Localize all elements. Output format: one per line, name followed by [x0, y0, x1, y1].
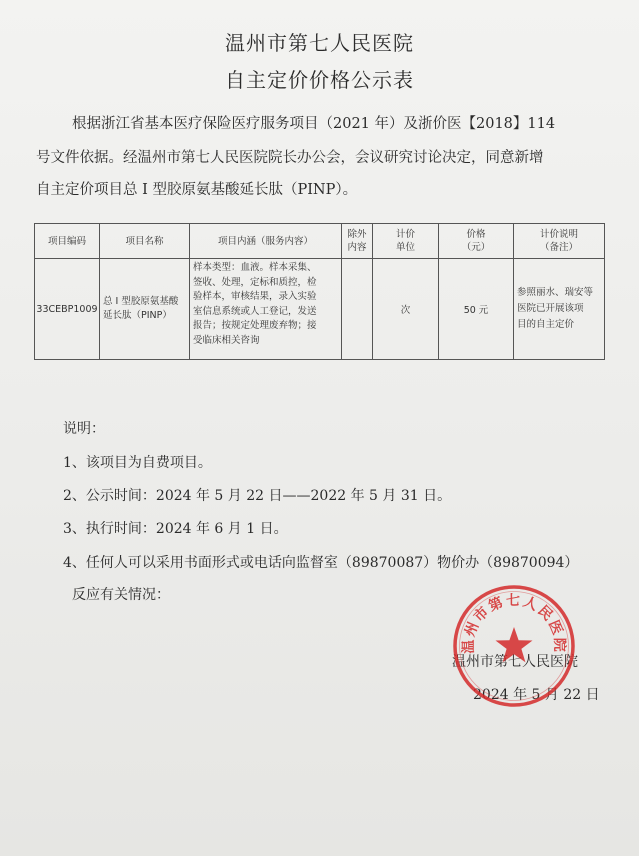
header-unit-line1: 计价: [395, 229, 415, 240]
document-subtitle: 自主定价价格公示表: [225, 68, 414, 92]
header-exclusion-line1: 除外: [347, 229, 367, 240]
content-line: 室信息系统或人工登记，发送: [193, 305, 317, 317]
header-unit-line2: 单位: [395, 242, 415, 253]
note-item-2: 2、公示时间：2024 年 5 月 22 日——2022 年 5 月 31 日。: [63, 488, 452, 504]
table-row: [35, 259, 605, 360]
note-item-4: 4、任何人可以采用书面形式或电话向监督室（89870087）物价办（89870094）: [63, 555, 579, 571]
cell-code: 33CEBP1009: [35, 259, 100, 360]
remark-line: 目的自主定价: [517, 319, 575, 330]
header-price: [439, 224, 514, 259]
cell-remark: [514, 259, 605, 360]
seal-star-icon: [496, 627, 533, 662]
header-remark: [514, 224, 605, 259]
signature-date: 2024 年 5 月 22 日: [473, 687, 600, 703]
header-remark-line1: 计价说明: [539, 229, 578, 240]
header-code: 项目编码: [35, 224, 100, 259]
content-line: 签收、处理，定标和质控，检: [193, 276, 317, 288]
cell-unit: 次: [373, 259, 439, 360]
content-line: 样本类型：血液。样本采集、: [193, 262, 317, 273]
intro-line-2: 号文件依据。经温州市第七人民医院院长办公会，会议研究讨论决定，同意新增: [36, 150, 544, 166]
content-line: 报告；按规定处理废弃物；接: [193, 320, 317, 331]
note-item-5: 反应有关情况：: [72, 587, 170, 603]
content-line: 受临床相关咨询: [193, 334, 260, 346]
cell-name-line2: 延长肽（PINP）: [103, 310, 172, 321]
price-table: [34, 223, 605, 360]
header-unit: [373, 224, 439, 259]
remark-line: 参照丽水、瑞安等: [517, 287, 594, 298]
cell-name: [100, 259, 190, 360]
cell-name-line1: 总 I 型胶原氨基酸: [103, 296, 179, 307]
content-line: 验样本，审核结果，录入实验: [193, 291, 317, 302]
remark-line: 医院已开展该项: [517, 303, 584, 314]
header-content: 项目内涵（服务内容）: [190, 224, 342, 259]
header-name: 项目名称: [100, 224, 190, 259]
official-seal-icon: [451, 583, 577, 709]
cell-price: 50 元: [439, 259, 514, 360]
header-remark-line2: （备注）: [539, 242, 578, 253]
cell-exclusion: [342, 259, 373, 360]
header-price-line2: （元）: [461, 242, 491, 253]
cell-content: [190, 259, 342, 360]
document-title: 温州市第七人民医院: [225, 31, 414, 55]
table-header-row: [35, 224, 605, 259]
seal-text: 温州市第七人民医院: [460, 593, 568, 654]
intro-line-1: 根据浙江省基本医疗保险医疗服务项目（2021 年）及浙价医【2018】114: [72, 116, 556, 132]
note-item-1: 1、该项目为自费项目。: [63, 455, 212, 471]
notes-heading: 说明：: [63, 421, 105, 437]
signature-org: 温州市第七人民医院: [452, 654, 578, 670]
intro-line-3: 自主定价项目总 I 型胶原氨基酸延长肽（PINP）。: [36, 182, 358, 198]
header-exclusion: [342, 224, 373, 259]
header-exclusion-line2: 内容: [347, 242, 367, 253]
header-price-line1: 价格: [466, 229, 486, 240]
note-item-3: 3、执行时间：2024 年 6 月 1 日。: [63, 521, 288, 537]
